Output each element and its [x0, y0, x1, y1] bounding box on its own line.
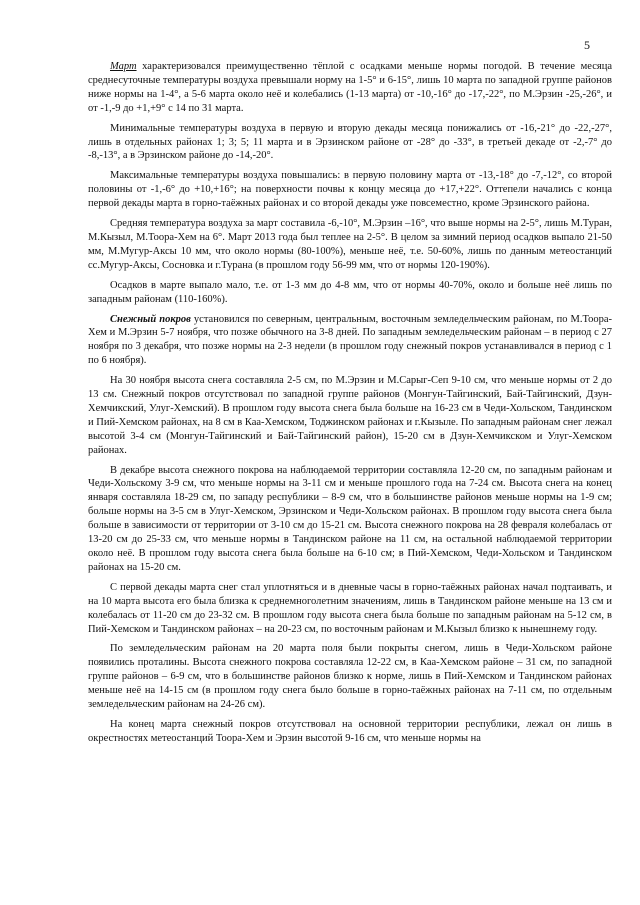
- paragraph-november-snow: На 30 ноября высота снега составляла 2-5 см, по М.Эрзин и М.Сарыг-Сеп 9-10 см, что меньше нормы от 2 до 13 см. Снежный покров отсутствовал по западной группе районов (Монгун-Тайгинский, Бай-Тайгинский, Дзун-Хемчикский, Улуг-Хемский). В прошлом году высота снега была больше на 16-23 см в Чеди-Хольском, Тандинском и Пий-Хемском районах, на 8 см в Каа-Хемском, Тоджинском районах и г.Кызыле. По западным районам снег лежал высотой 3-4 см (Монгун-Тайгинский и Бай-Тайгинский район), 15-20 см в Дзун-Хемчикском и Улуг-Хемском районах.: [88, 375, 612, 456]
- paragraph-end-of-march: На конец марта снежный покров отсутствовал на основной территории республики, лежал он лишь в окрестностях метеостанций Тоора-Хем и Эрзин высотой 9-16 см, что меньше нормы на: [88, 718, 612, 744]
- paragraph-december-snow: В декабре высота снежного покрова на наблюдаемой территории составляла 12-20 см, по западным районам и Чеди-Хольскому 3-9 см, что меньше нормы на 3-11 см и меньше прошлого года на 7-24 см. Высота снега на конец января составляла 18-29 см, по западу республики – 8-9 см, что в большинстве районов меньше нормы на 1-9 см; больше нормы на 3-5 см в Улуг-Хемском, Эрзинском и Чеди-Хольском районах. В прошлом году высота снега была больше в зависимости от территории от 3-10 см до 15-21 см. Высота снежного покрова на 28 февраля колебалась от 13-20 см до 25-33 см, что меньше нормы в Тандинском районе на 11 см, на остальной наблюдаемой территории около неё. В прошлом году высота снега была больше на 6-10 см; в Пий-Хемском, Чеди-Хольском и Тандинском районах на 15-20 см.: [88, 464, 612, 573]
- paragraph-march: [88, 60, 612, 116]
- paragraph-agricultural-districts: По земледельческим районам на 20 марта поля были покрыты снегом, лишь в Чеди-Хольском районе появились проталины. Высота снежного покрова составляла 12-22 см, в Каа-Хемском районе – 31 см, по западной группе районов – 6-9 см, что в большинстве районов близко к норме, лишь в Пий-Хемском и Тандинском районах меньше неё на 14-15 см (в прошлом году снега было больше в горно-таёжных районах на 7-11 см, по отдельным земледельческим районам на 24-26 см).: [88, 643, 612, 711]
- paragraph-lead-march: Март: [110, 61, 137, 72]
- paragraph-mean-temperature: Средняя температура воздуха за март составила -6,-10°, М.Эрзин –16°, что выше нормы на 2-5°, лишь М.Туран, М.Кызыл, М.Тоора-Хем на 6°. Март 2013 года был теплее на 2-5°. В целом за зимний период осадков выпало 21-50 мм, М.Мугур-Аксы 10 мм, что около нормы (80-100%), меньше неё, т.е. 50-60%, лишь по данным метеостанций сс.Мугур-Аксы, Сосновка и г.Турана (в прошлом году 56-99 мм, что от нормы 120-190%).: [88, 218, 612, 271]
- paragraph-min-temperatures: Минимальные температуры воздуха в первую и вторую декады месяца понижались от -16,-21° до -22,-27°, лишь в отдельных районах 1; 3; 5; 11 марта и в Эрзинском районе от -28° до -33°, в третьей декаде от -2,-7° до -8,-13°, а в Эрзинском районе до -14,-20°.: [88, 122, 612, 162]
- page-number: 5: [584, 38, 590, 52]
- paragraph-text: установился по северным, центральным, восточным земледельческим районам, по М.Тоора-Хем и М.Эрзин 5-7 ноября, что позже обычного на 3-8 дней. По западным земледельческим районам – в период с 27 ноября по 3 декабря, что позже нормы на 2-3 недели (в прошлом году снежный покров устанавливался в период с 1 по 6 ноября).: [88, 313, 612, 367]
- paragraph-max-temperatures: Максимальные температуры воздуха повышались: в первую половину марта от -13,-18° до -7,-12°, со второй половины от -1,-6° до +10,+16°; на поверхности почвы к концу месяца до +17,+22°. Оттепели начались с конца первой декады марта в горно-таёжных районах и со второй декады уже повсеместно, кроме Эрзинского района.: [88, 170, 612, 210]
- paragraph-march-snow: С первой декады марта снег стал уплотняться и в дневные часы в горно-таёжных районах начал подтаивать, и на 10 марта высота его была близка к среднемноголетним значениям, лишь в Тандинском районе меньше на 13 см и колебалась от 11-20 см до 23-32 см. В прошлом году высота снега была больше по западным районам на 5-12 см, в Пий-Хемском и Тандинском районах – на 20-23 см, по восточным районам и М.Кызыл близко к нынешнему году.: [88, 581, 612, 635]
- document-body: [88, 60, 612, 752]
- paragraph-lead-snow-cover: Снежный покров: [110, 313, 191, 325]
- paragraph-text: характеризовался преимущественно тёплой с осадками меньше нормы погодой. В течение месяца среднесуточные температуры воздуха превышали норму на 1-5° и 6-15°, лишь 10 марта по западной группе районов ниже нормы на 1-4°, а 5-6 марта около неё и колебались (1-13 марта) от -10,-16° до -17,-22°, по М.Эрзин -25,-26°, и от -1,-9 до +1,+9° с 14 по 31 марта.: [88, 61, 612, 114]
- paragraph-precipitation: Осадков в марте выпало мало, т.е. от 1-3 мм до 4-8 мм, что от нормы 40-70%, около и больше неё лишь по западным районам (110-160%).: [88, 279, 612, 305]
- paragraph-snow-cover: [88, 313, 612, 369]
